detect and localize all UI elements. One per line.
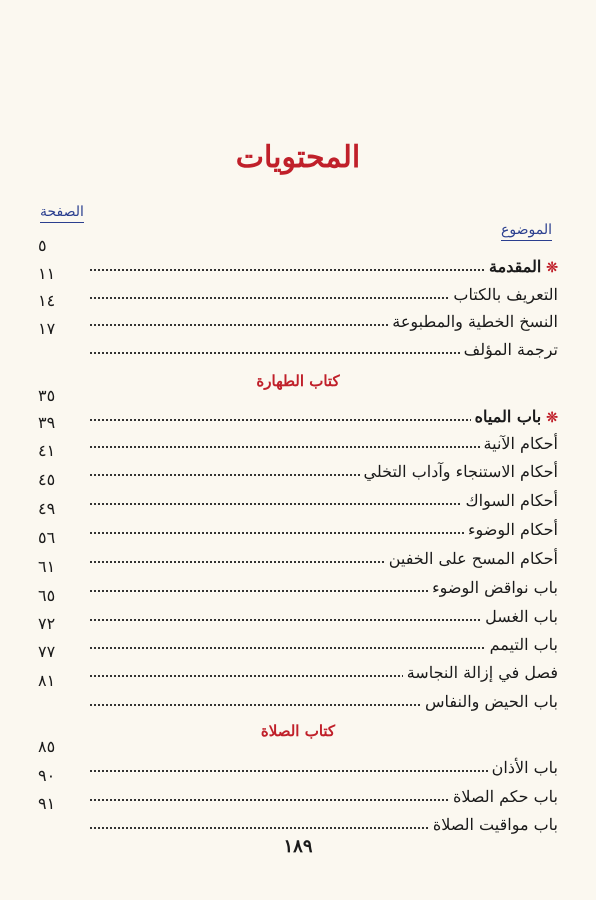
toc-entry-title: [403, 663, 558, 682]
toc-entry-text: أحكام الآنية: [483, 434, 558, 453]
toc-entry-text: باب الحيض والنفاس: [424, 692, 558, 711]
toc-entry-text: فصل في إزالة النجاسة: [406, 663, 558, 682]
toc-entry-title: [485, 257, 558, 276]
toc-entry-title: [471, 407, 558, 426]
toc-entry: [38, 236, 558, 276]
toc-entry-page: ٤٩: [38, 499, 56, 518]
toc-entry: [38, 737, 558, 777]
toc-entry-title: [488, 758, 558, 777]
toc-entry-title: [421, 692, 558, 711]
toc-entry-page: ١٧: [38, 319, 56, 338]
toc-entry-page: ٥٦: [38, 528, 56, 547]
toc-entry-title: [385, 549, 558, 568]
toc-entry-title: [360, 462, 558, 481]
toc-entry-page: ٨١: [38, 671, 56, 690]
page-column-header: الصفحة: [40, 204, 84, 223]
dot-leader: [90, 770, 552, 772]
toc-entry-text: باب الغسل: [485, 607, 558, 626]
toc-entry-text: أحكام الاستنجاء وآداب التخلي: [363, 462, 558, 481]
toc-entry-page: ٣٥: [38, 386, 56, 405]
toc-entry-text: باب الأذان: [491, 758, 558, 777]
star-ornament-icon: ❊: [546, 260, 558, 276]
topic-column-header: الموضوع: [501, 222, 552, 241]
toc-entry-page: ٨٥: [38, 737, 56, 756]
section-heading-salah: كتاب الصلاة: [260, 722, 336, 740]
toc-entry-text: التعريف بالكتاب: [453, 285, 558, 304]
toc-entry-title: [464, 520, 558, 539]
toc-entry-text: أحكام الوضوء: [468, 520, 558, 539]
toc-entry-page: ٦١: [38, 557, 56, 576]
toc-entry-text: أحكام السواك: [465, 491, 558, 510]
toc-entry-page: ٧٢: [38, 614, 56, 633]
toc-entry-page: ٥: [38, 236, 47, 255]
toc-entry-text: المقدمة: [489, 257, 542, 276]
page-title: المحتويات: [235, 140, 361, 175]
toc-entry-text: باب المياه: [474, 407, 542, 426]
star-ornament-icon: ❊: [546, 410, 558, 426]
toc-entry-title: [461, 491, 558, 510]
toc-entry-title: [429, 815, 558, 834]
toc-entry-text: باب مواقيت الصلاة: [432, 815, 558, 834]
toc-entry-page: ٤١: [38, 441, 56, 460]
toc-entry-text: النسخ الخطية والمطبوعة: [392, 312, 558, 331]
dot-leader: [90, 269, 552, 271]
toc-entry-page: ١٤: [38, 291, 56, 310]
toc-entry-title: [481, 607, 558, 626]
toc-entry-title: [486, 635, 558, 654]
toc-entry-page: ٩٠: [38, 766, 56, 785]
toc-entry-title: [449, 787, 558, 806]
toc-entry-title: [388, 312, 558, 331]
toc-entry-page: ٤٥: [38, 470, 56, 489]
toc-entry: [38, 386, 558, 426]
toc-entry-text: باب حكم الصلاة: [452, 787, 558, 806]
toc-entry-page: ٦٥: [38, 586, 56, 605]
toc-entry-title: [449, 285, 558, 304]
toc-entry-text: باب التيمم: [489, 635, 558, 654]
toc-entry-page: ٣٩: [38, 413, 56, 432]
toc-entry-text: ترجمة المؤلف: [463, 340, 558, 359]
toc-entry-page: ١١: [38, 264, 56, 283]
page-number: ١٨٩: [283, 836, 313, 857]
toc-entry-title: [480, 434, 558, 453]
toc-entry-title: [460, 340, 558, 359]
toc-entry-page: ٧٧: [38, 642, 56, 661]
toc-entry-title: [428, 578, 558, 597]
section-heading-tahara: كتاب الطهارة: [256, 372, 340, 390]
dot-leader: [90, 647, 552, 649]
toc-entry-text: باب نواقض الوضوء: [432, 578, 558, 597]
toc-entry-page: ٩١: [38, 794, 56, 813]
toc-entry-text: أحكام المسح على الخفين: [388, 549, 558, 568]
